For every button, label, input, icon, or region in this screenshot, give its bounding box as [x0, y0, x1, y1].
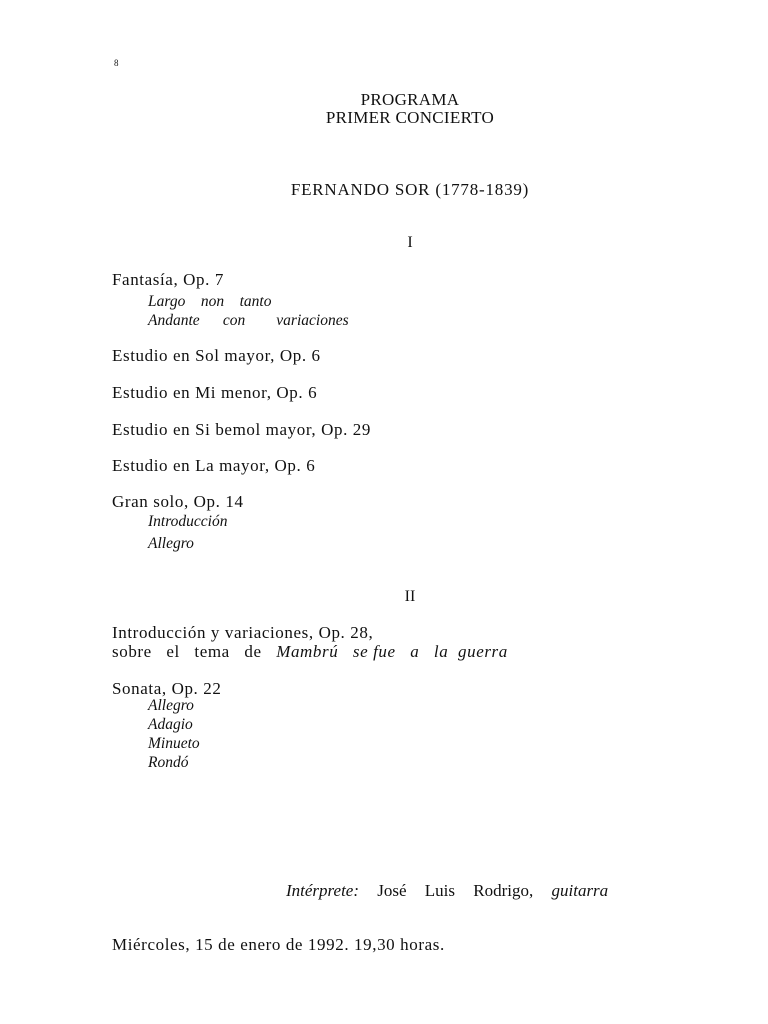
- part-one-numeral: I: [407, 234, 413, 251]
- fantasia-title: Fantasía, Op. 7: [112, 270, 224, 289]
- introduccion-subtitle: [112, 642, 508, 662]
- introduccion-subtitle-theme: Mambrú se fue a la guerra: [276, 642, 508, 661]
- performer-name: José Luis Rodrigo,: [377, 881, 534, 900]
- sonata-movement-3: Minueto: [148, 735, 200, 752]
- estudio-mi-menor: Estudio en Mi menor, Op. 6: [112, 383, 318, 402]
- performer-line: [286, 881, 608, 901]
- fantasia-movement-1: Largo non tanto: [148, 293, 272, 310]
- estudio-si-bemol-mayor: Estudio en Si bemol mayor, Op. 29: [112, 420, 371, 439]
- sonata-title: Sonata, Op. 22: [112, 679, 222, 698]
- composer-heading: FERNANDO SOR (1778-1839): [290, 180, 530, 199]
- performer-instrument: guitarra: [551, 881, 609, 900]
- introduccion-title: Introducción y variaciones, Op. 28,: [112, 623, 374, 642]
- sonata-movement-4: Rondó: [148, 754, 189, 771]
- gran-solo-movement-1: Introducción: [148, 513, 228, 530]
- program-heading: PROGRAMA: [360, 90, 460, 109]
- part-two-numeral: II: [404, 588, 416, 605]
- concert-heading: PRIMER CONCIERTO: [325, 108, 495, 127]
- performer-label: Intérprete:: [286, 881, 360, 900]
- sonata-movement-1: Allegro: [148, 697, 194, 714]
- introduccion-subtitle-prefix: sobre el tema de: [112, 642, 262, 661]
- sonata-movement-2: Adagio: [148, 716, 193, 733]
- page-number: 8: [114, 58, 119, 68]
- fantasia-movement-2: Andante con variaciones: [148, 312, 349, 329]
- concert-date: Miércoles, 15 de enero de 1992. 19,30 horas.: [112, 935, 445, 954]
- estudio-sol-mayor: Estudio en Sol mayor, Op. 6: [112, 346, 321, 365]
- gran-solo-movement-2: Allegro: [148, 535, 194, 552]
- estudio-la-mayor: Estudio en La mayor, Op. 6: [112, 456, 316, 475]
- gran-solo-title: Gran solo, Op. 14: [112, 492, 244, 511]
